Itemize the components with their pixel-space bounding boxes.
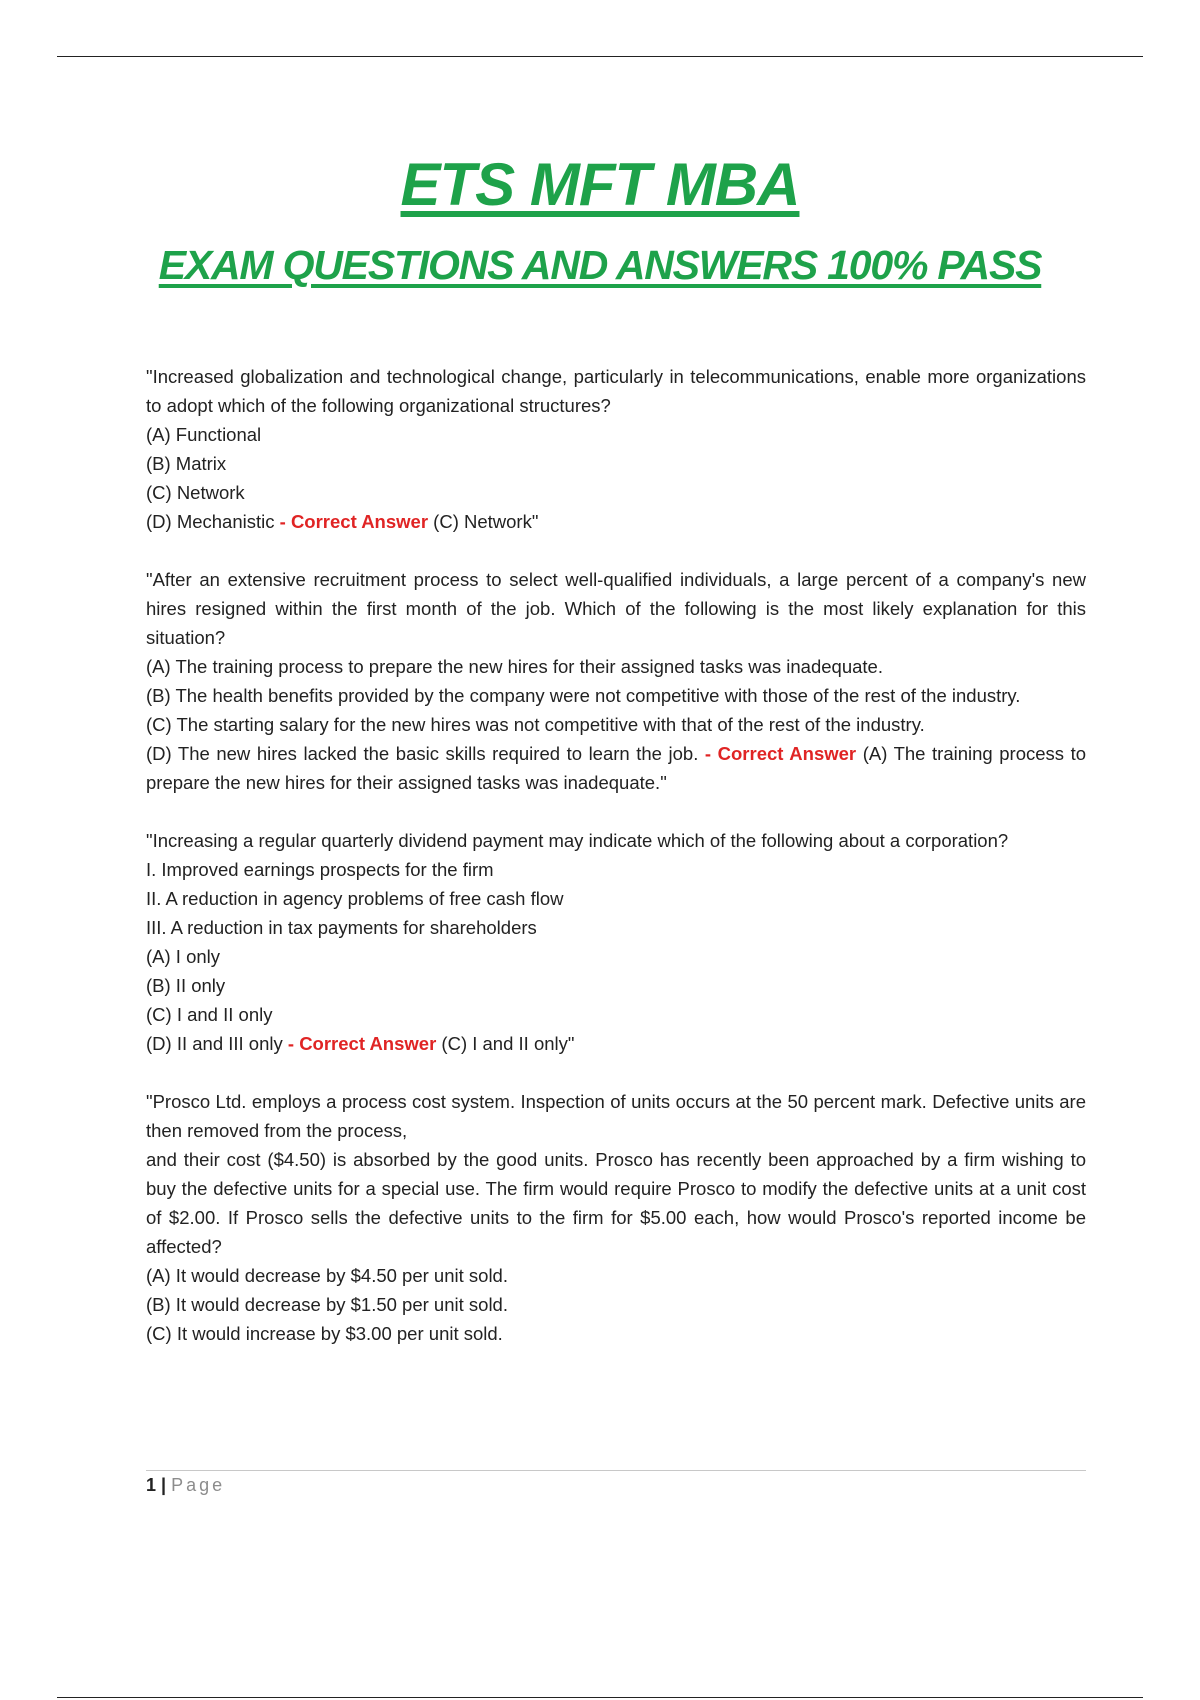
footer-rule <box>146 1470 1086 1471</box>
option: (D) The new hires lacked the basic skills required to learn the job. <box>146 743 699 764</box>
answer-line <box>146 1029 1086 1058</box>
option: (C) I and II only <box>146 1004 273 1025</box>
option: (D) Mechanistic <box>146 511 275 532</box>
option: (D) II and III only <box>146 1033 283 1054</box>
option: (C) It would increase by $3.00 per unit sold. <box>146 1323 503 1344</box>
page-number: 1 <box>146 1475 157 1495</box>
correct-answer-label: - Correct Answer <box>704 743 857 764</box>
bottom-rule <box>57 1697 1143 1698</box>
option: (B) The health benefits provided by the company were not competitive with those of the rest of the industry. <box>146 685 1021 706</box>
option: (A) I only <box>146 946 221 967</box>
page-label: Page <box>171 1475 226 1495</box>
option: (B) Matrix <box>146 453 227 474</box>
answer-text: (A) The training process to prepare the new hires for their assigned tasks was inadequate." <box>146 743 1087 793</box>
question-stem-continued: and their cost ($4.50) is absorbed by the good units. Prosco has recently been approached by a firm wishing to buy the defective units for a special use. The firm would require Prosco to modify the defective units at a unit cost of $2.00. If Prosco sells the defective units to the firm for $5.00 each, how would Prosco's reported income be affected? <box>146 1149 1086 1257</box>
question-stem: "After an extensive recruitment process to select well-qualified individuals, a large percent of a company's new hires resigned within the first month of the job. Which of the following is the most likely explanation for this situation? <box>146 569 1086 648</box>
page-footer <box>146 1473 225 1497</box>
correct-answer-label: - Correct Answer <box>279 511 429 532</box>
document-title: ETS MFT MBA <box>400 151 800 218</box>
correct-answer-label: - Correct Answer <box>287 1033 437 1054</box>
answer-line <box>146 507 1086 536</box>
question-stem: "Increasing a regular quarterly dividend payment may indicate which of the following about a corporation? <box>146 830 1009 851</box>
option: (B) It would decrease by $1.50 per unit sold. <box>146 1294 508 1315</box>
top-rule <box>57 56 1143 57</box>
question-1 <box>146 362 1086 536</box>
option: I. Improved earnings prospects for the firm <box>146 859 494 880</box>
option: (C) Network <box>146 482 245 503</box>
footer-separator: | <box>161 1475 167 1495</box>
option: (A) It would decrease by $4.50 per unit sold. <box>146 1265 508 1286</box>
option: III. A reduction in tax payments for shareholders <box>146 917 537 938</box>
option: (B) II only <box>146 975 226 996</box>
questions-container <box>146 362 1086 1377</box>
option: (C) The starting salary for the new hires was not competitive with that of the rest of the industry. <box>146 714 925 735</box>
question-stem: "Increased globalization and technological change, particularly in telecommunications, enable more organizations to adopt which of the following organizational structures? <box>146 366 1086 416</box>
question-2 <box>146 565 1086 797</box>
question-4 <box>146 1087 1086 1348</box>
question-3 <box>146 826 1086 1058</box>
option: (A) Functional <box>146 424 262 445</box>
answer-text: (C) Network" <box>433 511 539 532</box>
answer-line <box>146 739 1086 797</box>
option: II. A reduction in agency problems of free cash flow <box>146 888 564 909</box>
answer-text: (C) I and II only" <box>441 1033 575 1054</box>
document-subtitle: EXAM QUESTIONS AND ANSWERS 100% PASS <box>158 242 1042 288</box>
question-stem: "Prosco Ltd. employs a process cost system. Inspection of units occurs at the 50 percent mark. Defective units are then removed from the process, <box>146 1091 1086 1141</box>
option: (A) The training process to prepare the new hires for their assigned tasks was inadequate. <box>146 656 883 677</box>
